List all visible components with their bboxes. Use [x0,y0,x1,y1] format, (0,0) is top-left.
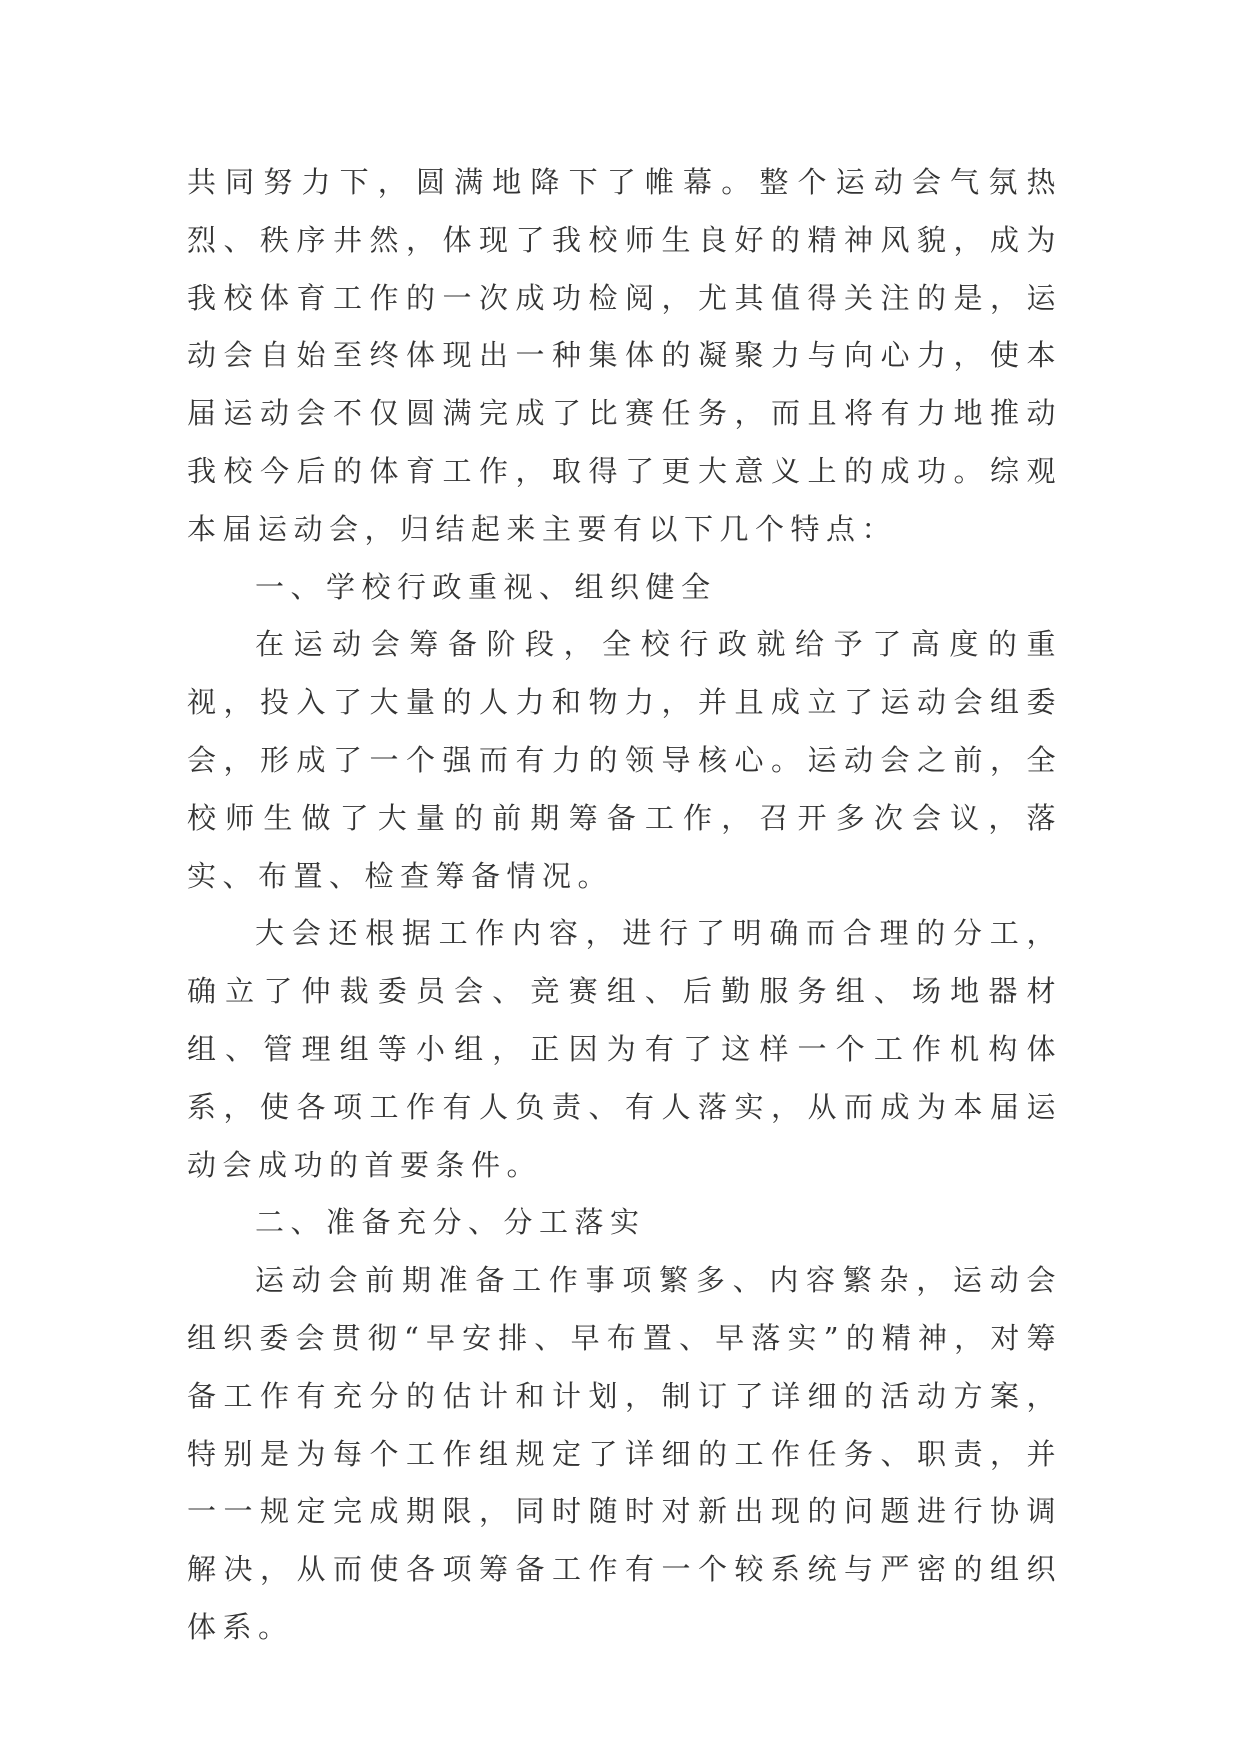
paragraph-preliminary-work: 运动会前期准备工作事项繁多、内容繁杂，运动会组织委会贯彻“早安排、早布置、早落实”的精神，对筹备工作有充分的估计和计划，制订了详细的活动方案，特别是为每个工作组规定了详细的工作任务、职责，并一一规定完成期限，同时随时对新出现的问题进行协调解决，从而使各项筹备工作有一个较系统与严密的组织体系。 [187,1263,1062,1644]
paragraph-division-of-labor: 大会还根据工作内容，进行了明确而合理的分工，确立了仲裁委员会、竞赛组、后勤服务组、场地器材组、管理组等小组，正因为有了这样一个工作机构体系，使各项工作有人负责、有人落实，从而成为本届运动会成功的首要条件。 [187,916,1062,1182]
document-body [187,154,1062,1657]
paragraph-preparation-stage: 在运动会筹备阶段，全校行政就给予了高度的重视，投入了大量的人力和物力，并且成立了运动会组委会，形成了一个强而有力的领导核心。运动会之前，全校师生做了大量的前期筹备工作，召开多次会议，落实、布置、检查筹备情况。 [187,627,1062,893]
paragraph-opening: 共同努力下，圆满地降下了帷幕。整个运动会气氛热烈、秩序井然，体现了我校师生良好的精神风貌，成为我校体育工作的一次成功检阅，尤其值得关注的是，运动会自始至终体现出一种集体的凝聚力与向心力，使本届运动会不仅圆满完成了比赛任务，而且将有力地推动我校今后的体育工作，取得了更大意义上的成功。综观本届运动会，归结起来主要有以下几个特点： [187,165,1062,546]
section-heading-1: 一、学校行政重视、组织健全 [255,569,717,604]
section-heading-2: 二、准备充分、分工落实 [255,1205,646,1240]
